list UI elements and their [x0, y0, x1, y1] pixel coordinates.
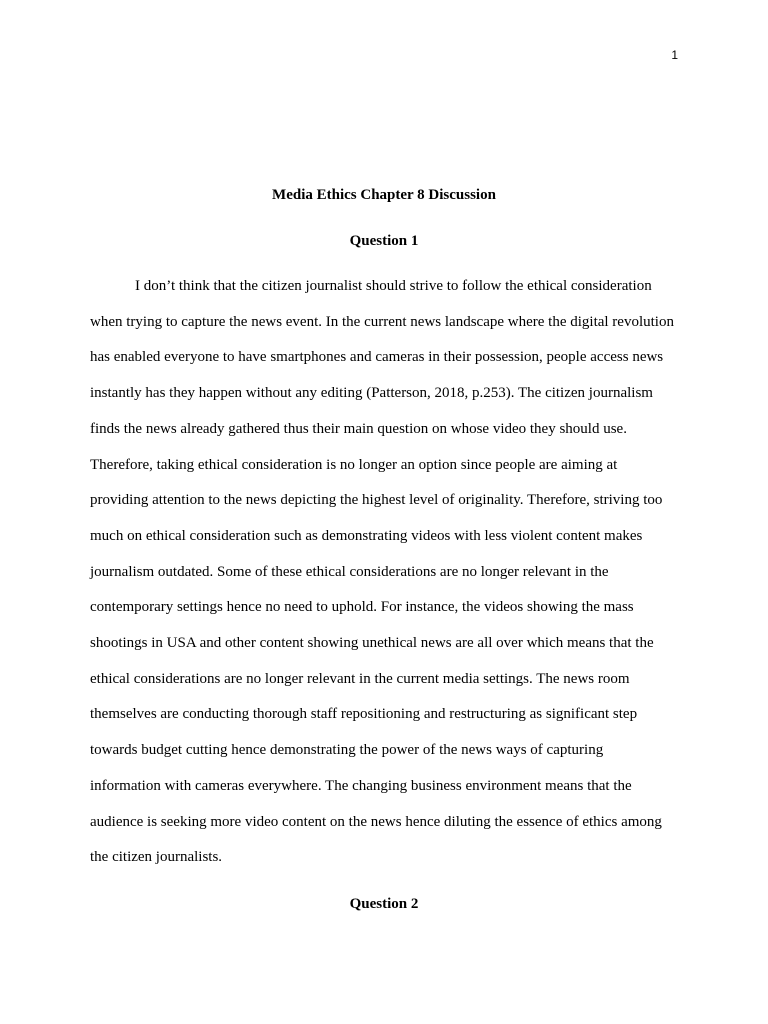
paragraph-line: instantly has they happen without any editing (Patterson, 2018, p.253). The citizen journalism [90, 385, 653, 402]
paragraph-line: providing attention to the news depicting the highest level of originality. Therefore, striving too [90, 492, 663, 509]
paragraph-line: I don’t think that the citizen journalist should strive to follow the ethical consideration [135, 278, 652, 294]
paragraph-line: Therefore, taking ethical consideration is no longer an option since people are aiming at [90, 456, 618, 473]
paragraph-line: the citizen journalists. [90, 849, 223, 866]
document-title: Media Ethics Chapter 8 Discussion [272, 187, 496, 203]
paragraph-line: has enabled everyone to have smartphones and cameras in their possession, people access news [90, 349, 664, 366]
paragraph-line: contemporary settings hence no need to uphold. For instance, the videos showing the mass [90, 599, 634, 616]
paragraph-line: journalism outdated. Some of these ethical considerations are no longer relevant in the [90, 563, 609, 580]
paragraph-line: when trying to capture the news event. In the current news landscape where the digital revolution [90, 313, 674, 330]
question-2-heading: Question 2 [349, 896, 419, 912]
paragraph-line: towards budget cutting hence demonstrating the power of the news ways of capturing [90, 742, 604, 759]
question-1-paragraph [90, 269, 678, 876]
page-number: 1 [671, 48, 678, 62]
paragraph-line: ethical considerations are no longer relevant in the current media settings. The news room [90, 670, 630, 687]
question-1-heading: Question 1 [349, 233, 419, 249]
paragraph-line: shootings in USA and other content showing unethical news are all over which means that the [90, 635, 654, 652]
paragraph-line: finds the news already gathered thus their main question on whose video they should use. [90, 420, 627, 437]
paragraph-line: much on ethical consideration such as demonstrating videos with less violent content makes [90, 527, 643, 544]
paragraph-line: information with cameras everywhere. The changing business environment means that the [90, 777, 632, 794]
paragraph-line: audience is seeking more video content on the news hence diluting the essence of ethics among [90, 813, 662, 830]
paragraph-line: themselves are conducting thorough staff repositioning and restructuring as significant step [90, 706, 638, 723]
